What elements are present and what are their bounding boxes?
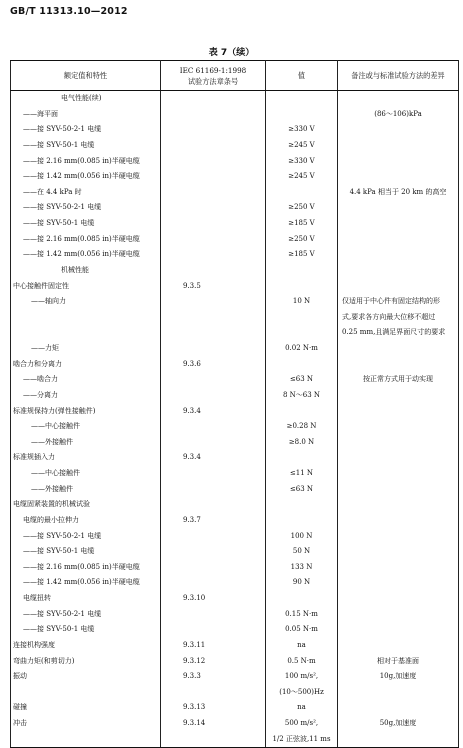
cell-remarks (338, 138, 459, 154)
cell-test-method (161, 263, 266, 279)
cell-remarks (338, 169, 459, 185)
cell-test-method (161, 107, 266, 123)
table-row (11, 575, 459, 591)
cell-test-method (161, 185, 266, 201)
table-row (11, 669, 459, 685)
cell-rating: 碰撞 (11, 700, 161, 716)
cell-test-method (161, 482, 266, 498)
table-body (11, 91, 459, 748)
cell-remarks (338, 404, 459, 420)
header-remarks: 备注或与标准试验方法的差异 (338, 61, 459, 91)
cell-test-method (161, 325, 266, 341)
table-row (11, 716, 459, 732)
cell-rating: 振动 (11, 669, 161, 685)
table-row (11, 357, 459, 373)
table-row (11, 341, 459, 357)
table-row (11, 560, 459, 576)
table-row (11, 497, 459, 513)
cell-value: (10～500)Hz (266, 685, 338, 701)
table-row (11, 732, 459, 748)
cell-test-method (161, 200, 266, 216)
table-title: 表 7（续） (208, 48, 255, 58)
cell-value (266, 325, 338, 341)
cell-value (266, 497, 338, 513)
cell-rating: 电缆固紧装置的机械试验 (11, 497, 161, 513)
table-row (11, 404, 459, 420)
cell-rating: ——接 2.16 mm(0.085 in)半硬电缆 (11, 232, 161, 248)
cell-remarks: 仅适用于中心件有固定结构的形 (338, 294, 459, 310)
cell-value: 8 N～63 N (266, 388, 338, 404)
cell-rating: 冲击 (11, 716, 161, 732)
cell-rating (11, 310, 161, 326)
table-row (11, 591, 459, 607)
cell-value: 90 N (266, 575, 338, 591)
table-row (11, 638, 459, 654)
cell-test-method (161, 497, 266, 513)
cell-test-method: 9.3.14 (161, 716, 266, 732)
cell-remarks (338, 544, 459, 560)
cell-rating: ——接 SYV-50-1 电缆 (11, 544, 161, 560)
table-row (11, 700, 459, 716)
cell-rating: ——接 2.16 mm(0.085 in)半硬电缆 (11, 154, 161, 170)
cell-value: 500 m/s², (266, 716, 338, 732)
cell-remarks: 式,要求各方向最大位移不超过 (338, 310, 459, 326)
cell-value: ≥185 V (266, 247, 338, 263)
cell-remarks (338, 638, 459, 654)
cell-value (266, 107, 338, 123)
cell-test-method (161, 435, 266, 451)
table-row (11, 263, 459, 279)
cell-rating: ——接 SYV-50-1 电缆 (11, 138, 161, 154)
table-row (11, 185, 459, 201)
cell-test-method (161, 388, 266, 404)
cell-rating: 中心接触件固定性 (11, 279, 161, 295)
cell-value: ≤11 N (266, 466, 338, 482)
cell-value: ≥330 V (266, 154, 338, 170)
table-row (11, 544, 459, 560)
cell-rating: 标准规保持力(弹性接触件) (11, 404, 161, 420)
cell-test-method (161, 310, 266, 326)
cell-test-method: 9.3.7 (161, 513, 266, 529)
cell-remarks: 0.25 mm,且满足界面尺寸的要求 (338, 325, 459, 341)
cell-test-method: 9.3.13 (161, 700, 266, 716)
cell-rating: 机械性能 (11, 263, 161, 279)
cell-test-method (161, 294, 266, 310)
cell-rating: ——中心接触件 (11, 419, 161, 435)
cell-rating: ——分离力 (11, 388, 161, 404)
cell-test-method (161, 560, 266, 576)
table-row (11, 169, 459, 185)
cell-value: ≥185 V (266, 216, 338, 232)
table-row (11, 513, 459, 529)
standard-number: GB/T 11313.10—2012 (10, 6, 128, 17)
cell-rating (11, 732, 161, 748)
cell-rating: ——中心接触件 (11, 466, 161, 482)
cell-rating: ——轴向力 (11, 294, 161, 310)
cell-rating: ——接 SYV-50-1 电缆 (11, 216, 161, 232)
table-row (11, 435, 459, 451)
cell-value: na (266, 638, 338, 654)
cell-remarks (338, 154, 459, 170)
cell-remarks (338, 200, 459, 216)
cell-test-method (161, 607, 266, 623)
header-value: 值 (266, 61, 338, 91)
table-row (11, 419, 459, 435)
cell-rating: ——接 1.42 mm(0.056 in)半硬电缆 (11, 247, 161, 263)
table-row (11, 216, 459, 232)
cell-remarks: 50g,加速度 (338, 716, 459, 732)
cell-remarks: 相对于基准面 (338, 654, 459, 670)
cell-test-method: 9.3.10 (161, 591, 266, 607)
cell-remarks (338, 357, 459, 373)
cell-value (266, 450, 338, 466)
cell-remarks (338, 388, 459, 404)
cell-value: ≥250 V (266, 232, 338, 248)
header-row (11, 61, 459, 91)
cell-remarks (338, 419, 459, 435)
cell-rating: 弯曲力矩(和剪切力) (11, 654, 161, 670)
cell-rating: 标准规插入力 (11, 450, 161, 466)
cell-test-method (161, 341, 266, 357)
cell-remarks: (86～106)kPa (338, 107, 459, 123)
header-rating: 额定值和特性 (11, 61, 161, 91)
cell-value (266, 91, 338, 107)
cell-value: 133 N (266, 560, 338, 576)
cell-rating: ——接 2.16 mm(0.085 in)半硬电缆 (11, 560, 161, 576)
cell-value (266, 404, 338, 420)
table-row (11, 450, 459, 466)
cell-value: na (266, 700, 338, 716)
table-row (11, 200, 459, 216)
table-row (11, 247, 459, 263)
cell-value: 1/2 正弦波,11 ms (266, 732, 338, 748)
table-row (11, 654, 459, 670)
cell-remarks (338, 482, 459, 498)
cell-test-method (161, 216, 266, 232)
cell-test-method (161, 232, 266, 248)
cell-remarks (338, 497, 459, 513)
cell-test-method (161, 372, 266, 388)
cell-rating: 电气性能(续) (11, 91, 161, 107)
cell-value: ≤63 N (266, 482, 338, 498)
cell-remarks (338, 607, 459, 623)
cell-rating: ——接 SYV-50-2-1 电缆 (11, 607, 161, 623)
cell-value (266, 513, 338, 529)
cell-remarks (338, 685, 459, 701)
cell-remarks (338, 263, 459, 279)
table-row (11, 622, 459, 638)
cell-rating (11, 685, 161, 701)
cell-value: 50 N (266, 544, 338, 560)
cell-rating: 啮合力和分离力 (11, 357, 161, 373)
cell-rating: ——接 SYV-50-2-1 电缆 (11, 200, 161, 216)
table-row (11, 294, 459, 310)
cell-remarks (338, 216, 459, 232)
cell-rating: ——力矩 (11, 341, 161, 357)
cell-test-method: 9.3.4 (161, 450, 266, 466)
cell-remarks: 10g,加速度 (338, 669, 459, 685)
cell-test-method: 9.3.3 (161, 669, 266, 685)
table-row (11, 325, 459, 341)
cell-remarks (338, 575, 459, 591)
table-row (11, 482, 459, 498)
cell-value: 0.02 N·m (266, 341, 338, 357)
cell-rating: ——在 4.4 kPa 时 (11, 185, 161, 201)
cell-value: 0.15 N·m (266, 607, 338, 623)
cell-remarks (338, 122, 459, 138)
header-test-method: IEC 61169-1:1998 试验方法章条号 (161, 61, 266, 91)
cell-test-method (161, 466, 266, 482)
cell-remarks (338, 591, 459, 607)
cell-rating: ——接 1.42 mm(0.056 in)半硬电缆 (11, 169, 161, 185)
table-row (11, 685, 459, 701)
cell-test-method (161, 122, 266, 138)
cell-rating: 连接机构强度 (11, 638, 161, 654)
table-row (11, 232, 459, 248)
cell-rating: 电缆的最小拉伸力 (11, 513, 161, 529)
table-row (11, 372, 459, 388)
cell-test-method (161, 544, 266, 560)
table-row (11, 310, 459, 326)
cell-remarks (338, 232, 459, 248)
cell-value: ≥0.28 N (266, 419, 338, 435)
cell-rating: ——接 SYV-50-1 电缆 (11, 622, 161, 638)
cell-value (266, 310, 338, 326)
cell-value: ≤63 N (266, 372, 338, 388)
cell-rating: ——外接触件 (11, 435, 161, 451)
cell-value: ≥8.0 N (266, 435, 338, 451)
cell-remarks (338, 341, 459, 357)
cell-remarks (338, 560, 459, 576)
cell-test-method: 9.3.6 (161, 357, 266, 373)
cell-value: ≥245 V (266, 169, 338, 185)
cell-test-method: 9.3.5 (161, 279, 266, 295)
cell-remarks (338, 247, 459, 263)
cell-test-method (161, 529, 266, 545)
cell-value: 0.05 N·m (266, 622, 338, 638)
cell-value: ≥245 V (266, 138, 338, 154)
table-row (11, 138, 459, 154)
table-row (11, 529, 459, 545)
cell-test-method: 9.3.4 (161, 404, 266, 420)
cell-remarks (338, 450, 459, 466)
cell-test-method (161, 575, 266, 591)
cell-remarks: 按正常方式用于动实现 (338, 372, 459, 388)
cell-rating: ——啮合力 (11, 372, 161, 388)
cell-rating: 电缆扭转 (11, 591, 161, 607)
cell-remarks (338, 732, 459, 748)
cell-remarks (338, 466, 459, 482)
table-row (11, 466, 459, 482)
cell-test-method (161, 91, 266, 107)
table-row (11, 279, 459, 295)
cell-value (266, 279, 338, 295)
cell-test-method (161, 247, 266, 263)
cell-remarks (338, 279, 459, 295)
cell-test-method (161, 419, 266, 435)
cell-value (266, 185, 338, 201)
cell-value: ≥250 V (266, 200, 338, 216)
cell-value: 100 m/s², (266, 669, 338, 685)
table-row (11, 91, 459, 107)
cell-rating (11, 325, 161, 341)
cell-rating: ——外接触件 (11, 482, 161, 498)
cell-test-method (161, 622, 266, 638)
cell-test-method: 9.3.11 (161, 638, 266, 654)
cell-remarks (338, 700, 459, 716)
table-row (11, 122, 459, 138)
cell-test-method (161, 685, 266, 701)
cell-value: ≥330 V (266, 122, 338, 138)
table-row (11, 388, 459, 404)
cell-rating: ——海平面 (11, 107, 161, 123)
table-row (11, 154, 459, 170)
spec-table (10, 60, 459, 748)
table-row (11, 607, 459, 623)
cell-remarks (338, 91, 459, 107)
cell-remarks: 4.4 kPa 相当于 20 km 的高空 (338, 185, 459, 201)
cell-remarks (338, 529, 459, 545)
cell-test-method (161, 169, 266, 185)
cell-remarks (338, 435, 459, 451)
cell-remarks (338, 622, 459, 638)
cell-rating: ——接 SYV-50-2-1 电缆 (11, 122, 161, 138)
cell-value (266, 357, 338, 373)
cell-value (266, 591, 338, 607)
cell-rating: ——接 1.42 mm(0.056 in)半硬电缆 (11, 575, 161, 591)
cell-remarks (338, 513, 459, 529)
cell-test-method: 9.3.12 (161, 654, 266, 670)
cell-value (266, 263, 338, 279)
cell-test-method (161, 732, 266, 748)
cell-test-method (161, 138, 266, 154)
table-row (11, 107, 459, 123)
cell-test-method (161, 154, 266, 170)
cell-value: 10 N (266, 294, 338, 310)
cell-rating: ——接 SYV-50-2-1 电缆 (11, 529, 161, 545)
cell-value: 0.5 N·m (266, 654, 338, 670)
cell-value: 100 N (266, 529, 338, 545)
